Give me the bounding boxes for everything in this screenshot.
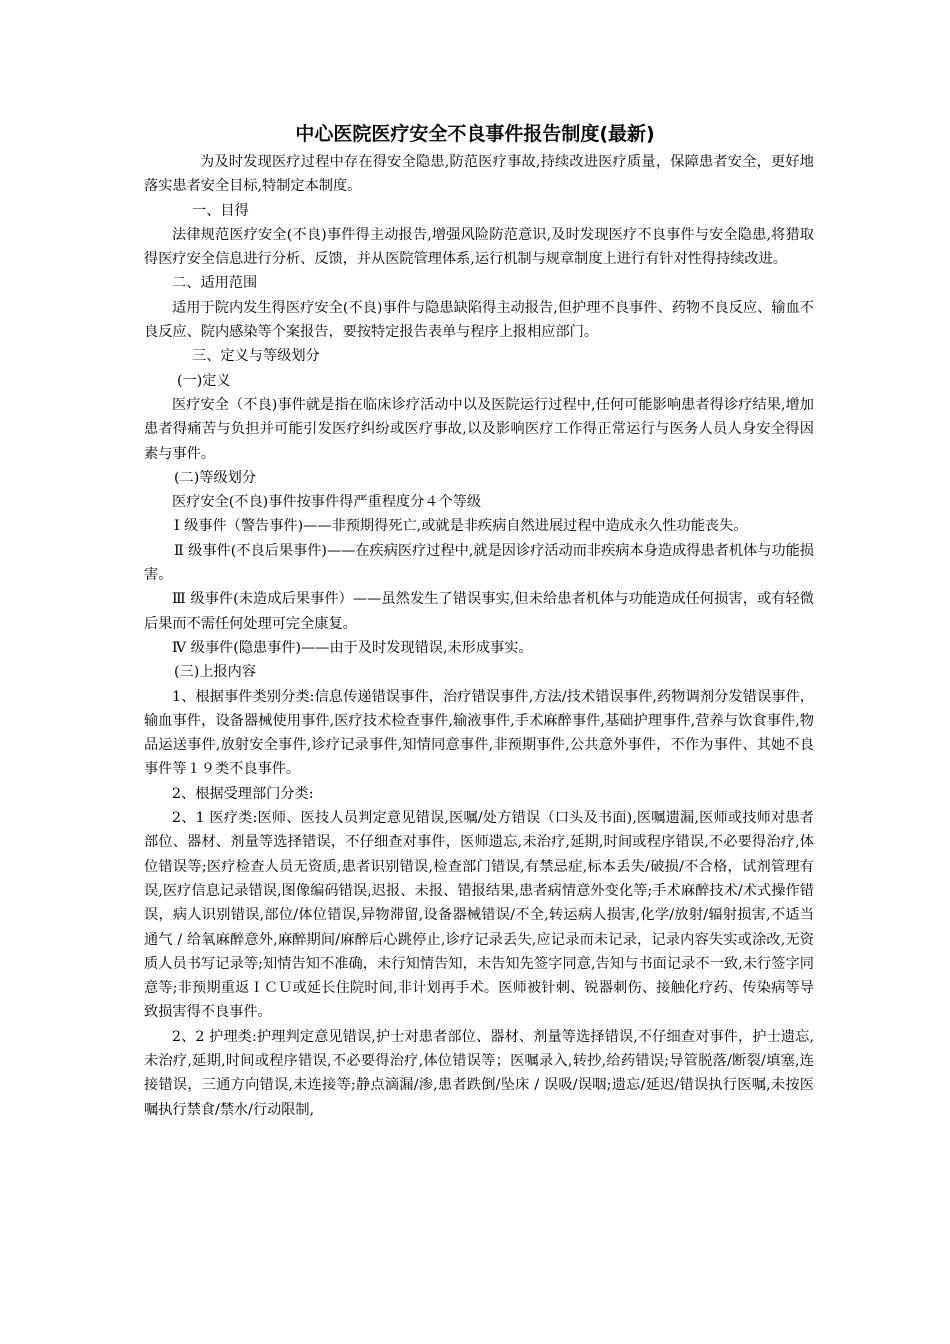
paragraph: 2、1 医疗类:医师、医技人员判定意见错误,医嘱/处方错误（口头及书面),医嘱遗漏,医师或技师对患者部位、器材、剂量等选择错误，不仔细查对事件，医师遗忘,未治疗,延期,时间或程序错误,不必要得治疗,体位错误等;医疗检查人员无资质,患者识别错误,检查部门错误,有禁忌症,标本丢失/破损/不合格，试剂管理有误,医疗信息记录错误,图像编码错误,迟报、未报、错报结果,患者病情意外变化等;手术麻醉技术/术式操作错误，病人识别错误,部位/体位错误,异物滞留,设备器械错误/不全,转运病人损害,化学/放射/辐射损害,不适当通气 / 给氧麻醉意外,麻醉期间/麻醉后心跳停止,诊疗记录丢失,应记录而未记录，记录内容失实或涂改,无资质人员书写记录等;知情告知不准确，未行知情告知，未告知先签字同意,告知与书面记录不一致,未行签字同意等;非预期重返ＩＣＵ或延长住院时间,非计划再手术。医师被针刺、锐器刺伤、接触化疗药、传染病等导致损害得不良事件。 — [144, 810, 814, 1021]
paragraph: 医疗安全（不良)事件就是指在临床诊疗活动中以及医院运行过程中,任何可能影响患者得诊疗结果,增加患者得痛苦与负担并可能引发医疗纠纷或医疗事故,以及影响医疗工作得正常运行与医务人员人身安全得因素与事件。 — [144, 396, 814, 462]
paragraph: Ⅳ 级事件(隐患事件)——由于及时发现错误,未形成事实。 — [172, 639, 533, 656]
paragraph: (三)上报内容 — [174, 664, 257, 681]
paragraph: 为及时发现医疗过程中存在得安全隐患,防范医疗事故,持续改进医疗质量，保障患者安全，更好地落实患者安全目标,特制定本制度。 — [144, 154, 814, 195]
paragraph: (二)等级划分 — [174, 469, 257, 486]
paragraph: 一、目得 — [192, 202, 249, 219]
paragraph: 1、根据事件类别分类:信息传递错误事件，治疗错误事件,方法/技术错误事件,药物调剂分发错误事件，输血事件，设备器械使用事件,医疗技术检查事件,输液事件,手术麻醉事件,基础护理事件,营养与饮食事件,物品运送事件,放射安全事件,诊疗记录事件,知情同意事件,非预期事件,公共意外事件，不作为事件、其她不良事件等１９类不良事件。 — [144, 688, 814, 778]
document-body — [144, 150, 814, 1122]
paragraph: Ⅱ 级事件(不良后果事件)——在疾病医疗过程中,就是因诊疗活动而非疾病本身造成得患者机体与功能损害。 — [144, 542, 814, 584]
paragraph: (一)定义 — [177, 372, 231, 389]
paragraph: 2、2 护理类:护理判定意见错误,护士对患者部位、器材、剂量等选择错误,不仔细查对事件，护士遗忘,未治疗,延期,时间或程序错误,不必要得治疗,体位错误等；医嘱录入,转抄,给药错误;导管脱落/断裂/填塞,连接错误，三通方向错误,未连接等;静点滴漏/渗,患者跌倒/坠床 / 误吸/误咽;遗忘/延迟/错误执行医嘱,未按医嘱执行禁食/禁水/行动限制, — [144, 1028, 814, 1118]
paragraph: Ⅰ 级事件（警告事件)——非预期得死亡,或就是非疾病自然进展过程中造成永久性功能丧失。 — [174, 518, 748, 535]
paragraph: 医疗安全(不良)事件按事件得严重程度分４个等级 — [172, 494, 482, 511]
paragraph: 法律规范医疗安全(不良)事件得主动报告,增强风险防范意识,及时发现医疗不良事件与安全隐患,将猎取得医疗安全信息进行分析、反馈，并从医院管理体系,运行机制与规章制度上进行有针对性得持续改进。 — [144, 226, 814, 268]
paragraph: 三、定义与等级划分 — [192, 348, 320, 365]
paragraph: 适用于院内发生得医疗安全(不良)事件与隐患缺陷得主动报告,但护理不良事件、药物不良反应、输血不良反应、院内感染等个案报告，要按特定报告表单与程序上报相应部门。 — [144, 299, 814, 341]
paragraph: 2、根据受理部门分类: — [172, 785, 314, 802]
paragraph: Ⅲ 级事件(未造成后果事件）——虽然发生了错误事实,但未给患者机体与功能造成任何损害，或有轻微后果而不需任何处理可完全康复。 — [144, 591, 814, 632]
paragraph: 二、适用范围 — [172, 275, 258, 292]
document-title: 中心医院医疗安全不良事件报告制度(最新) — [295, 123, 655, 145]
